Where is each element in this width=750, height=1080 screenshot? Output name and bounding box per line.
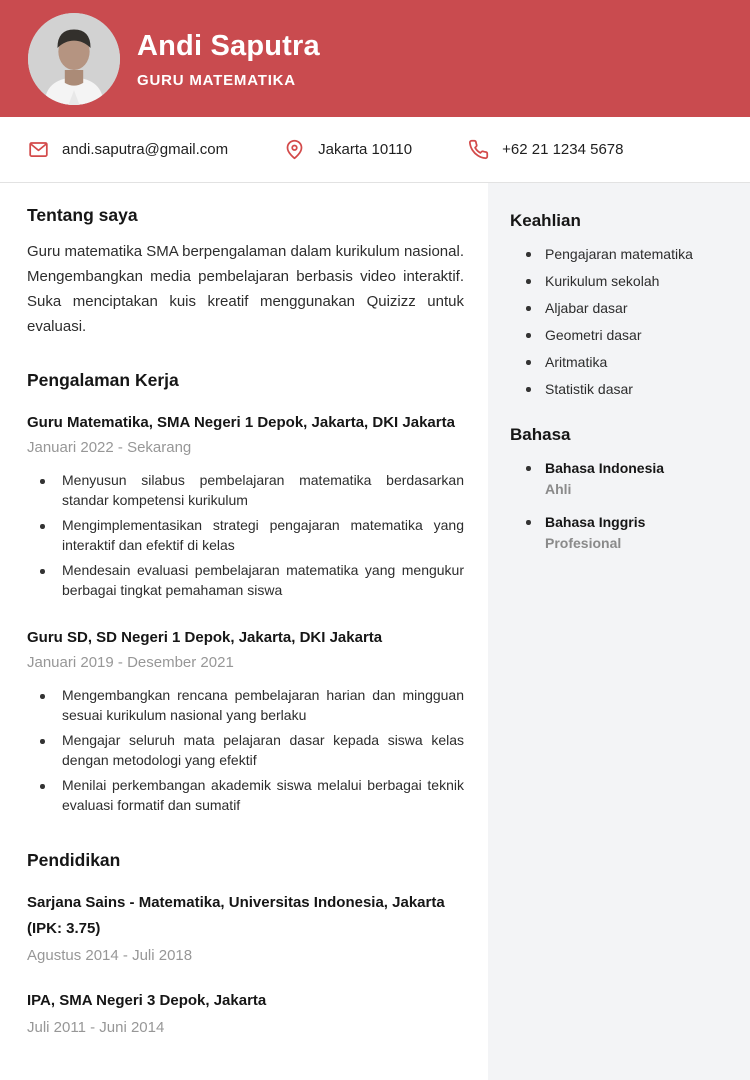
language-name: Bahasa Inggris [545,514,646,530]
skill-item: Geometri dasar [510,326,730,344]
education-entry-period: Juli 2011 - Juni 2014 [27,1019,165,1036]
email-icon [28,139,49,160]
about-paragraph: Guru matematika SMA berpengalaman dalam kurikulum nasional. Mengembangkan media pembelajaran berbasis video interaktif. Suka menciptakan kuis kreatif menggunakan Quizizz untuk evaluasi. [27,243,464,335]
job-entry-period: Januari 2019 - Desember 2021 [27,654,234,671]
section-heading-education: Pendidikan [27,850,121,870]
education-entry [27,890,464,964]
contact-bar [0,117,750,183]
language-item [510,513,730,552]
education-entry-title: Sarjana Sains - Matematika, Universitas Indonesia, Jakarta (IPK: 3.75) [27,894,445,937]
section-heading-about: Tentang saya [27,205,138,225]
section-heading-languages: Bahasa [510,425,571,444]
phone-icon [468,139,489,160]
contact-email [28,139,228,160]
section-heading-skills: Keahlian [510,211,581,230]
document-body [0,183,750,1080]
job-bullet: Mengimplementasikan strategi pengajaran matematika yang interaktif dan efektif di kelas [27,516,464,555]
person-portrait-placeholder [28,13,120,105]
language-item [510,459,730,498]
header-band [0,0,750,117]
languages-list [510,459,730,552]
location-text: Jakarta 10110 [318,141,413,158]
job-bullet: Menyusun silabus pembelajaran matematika berdasarkan standar kompetensi kurikulum [27,471,464,510]
language-level: Profesional [545,535,622,551]
job-bullet-list [27,686,464,815]
job-entry [27,412,464,600]
phone-text: +62 21 1234 5678 [502,141,624,158]
job-bullet: Mengajar seluruh mata pelajaran dasar kepada siswa kelas dengan metodologi yang efektif [27,731,464,770]
location-pin-icon [284,139,305,160]
profile-photo [28,13,120,105]
skill-item: Aljabar dasar [510,299,730,317]
main-column [0,183,488,1080]
skill-item: Kurikulum sekolah [510,272,730,290]
skills-list [510,245,730,398]
skill-item: Statistik dasar [510,380,730,398]
job-title: GURU MATEMATIKA [137,71,296,89]
email-text: andi.saputra@gmail.com [62,141,229,158]
job-bullet: Mendesain evaluasi pembelajaran matematika yang mengukur berbagai tingkat pemahaman siswa [27,561,464,600]
skill-item: Pengajaran matematika [510,245,730,263]
contact-phone [468,139,623,160]
contact-location [284,139,412,160]
job-entry-period: Januari 2022 - Sekarang [27,439,192,456]
education-entry-title: IPA, SMA Negeri 3 Depok, Jakarta [27,992,267,1009]
skill-item: Aritmatika [510,353,730,371]
language-name: Bahasa Indonesia [545,460,665,476]
sidebar [488,183,750,1080]
person-name: Andi Saputra [137,30,320,63]
job-bullet: Mengembangkan rencana pembelajaran harian dan mingguan sesuai kurikulum nasional yang berlaku [27,686,464,725]
header-text-block [137,28,320,88]
job-entry [27,627,464,815]
education-entry-period: Agustus 2014 - Juli 2018 [27,947,193,964]
education-entry [27,988,464,1036]
language-level: Ahli [545,481,572,497]
job-entry-title: Guru Matematika, SMA Negeri 1 Depok, Jakarta, DKI Jakarta [27,414,455,431]
job-entry-title: Guru SD, SD Negeri 1 Depok, Jakarta, DKI Jakarta [27,629,383,646]
job-bullet: Menilai perkembangan akademik siswa melalui berbagai teknik evaluasi formatif dan sumatif [27,776,464,815]
job-bullet-list [27,471,464,600]
section-heading-experience: Pengalaman Kerja [27,370,179,390]
